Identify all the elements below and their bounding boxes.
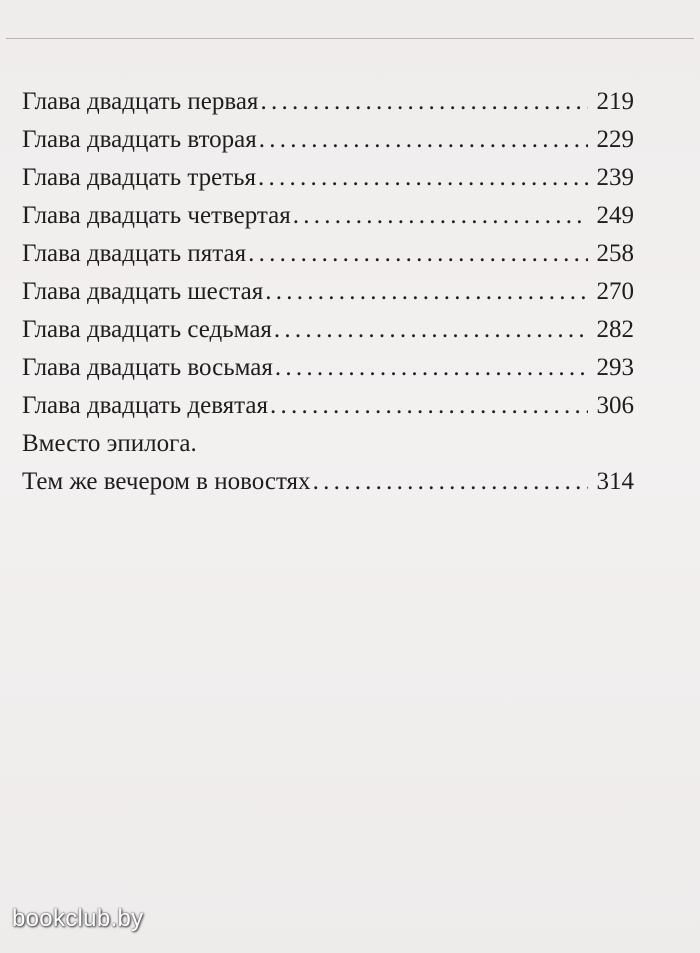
toc-entry-label: Глава двадцать восьмая [22, 354, 273, 381]
toc-leader-dots [313, 463, 588, 501]
toc-entry-label: Глава двадцать четвертая [22, 202, 291, 229]
toc-entry-page: 306 [596, 392, 634, 419]
toc-entry-page: 229 [596, 126, 634, 153]
toc-leader-dots [270, 387, 588, 425]
toc-entry-label: Глава двадцать девятая [22, 392, 268, 419]
toc-entry-label: Глава двадцать вторая [22, 126, 257, 153]
toc-entry-label: Глава двадцать седьмая [22, 316, 272, 343]
toc-leader-dots [258, 159, 588, 197]
toc-entry [22, 311, 634, 349]
toc-entry-page: 293 [596, 354, 634, 381]
toc-entry-label: Вместо эпилога. [22, 430, 197, 457]
toc-leader-dots [293, 197, 588, 235]
toc-entry [22, 121, 634, 159]
toc-leader-dots [260, 83, 588, 121]
toc-leader-dots [248, 235, 588, 273]
toc-entry-page: 249 [596, 202, 634, 229]
toc-entry [22, 349, 634, 387]
toc-entry [22, 387, 634, 425]
toc-entry-heading [22, 425, 634, 463]
toc-entry [22, 83, 634, 121]
toc-entry-page: 219 [596, 88, 634, 115]
toc-entry [22, 159, 634, 197]
toc-entry-label: Глава двадцать шестая [22, 278, 264, 305]
toc-entry [22, 197, 634, 235]
toc-entry-label: Глава двадцать третья [22, 164, 257, 191]
toc-entry-label: Тем же вечером в новостях [22, 468, 311, 495]
toc-leader-dots [274, 311, 588, 349]
top-rule [6, 38, 694, 39]
toc-entry-page: 258 [596, 240, 634, 267]
toc-entry-label: Глава двадцать первая [22, 88, 259, 115]
toc-entry-page: 314 [596, 468, 634, 495]
toc-leader-dots [265, 273, 588, 311]
table-of-contents [22, 83, 634, 501]
site-watermark: bookclub.by [12, 905, 144, 932]
toc-entry-page: 270 [596, 278, 634, 305]
toc-entry [22, 235, 634, 273]
toc-leader-dots [259, 121, 588, 159]
toc-entry [22, 463, 634, 501]
toc-entry-label: Глава двадцать пятая [22, 240, 247, 267]
toc-entry-page: 239 [596, 164, 634, 191]
toc-entry-page: 282 [596, 316, 634, 343]
toc-leader-dots [275, 349, 588, 387]
toc-entry [22, 273, 634, 311]
